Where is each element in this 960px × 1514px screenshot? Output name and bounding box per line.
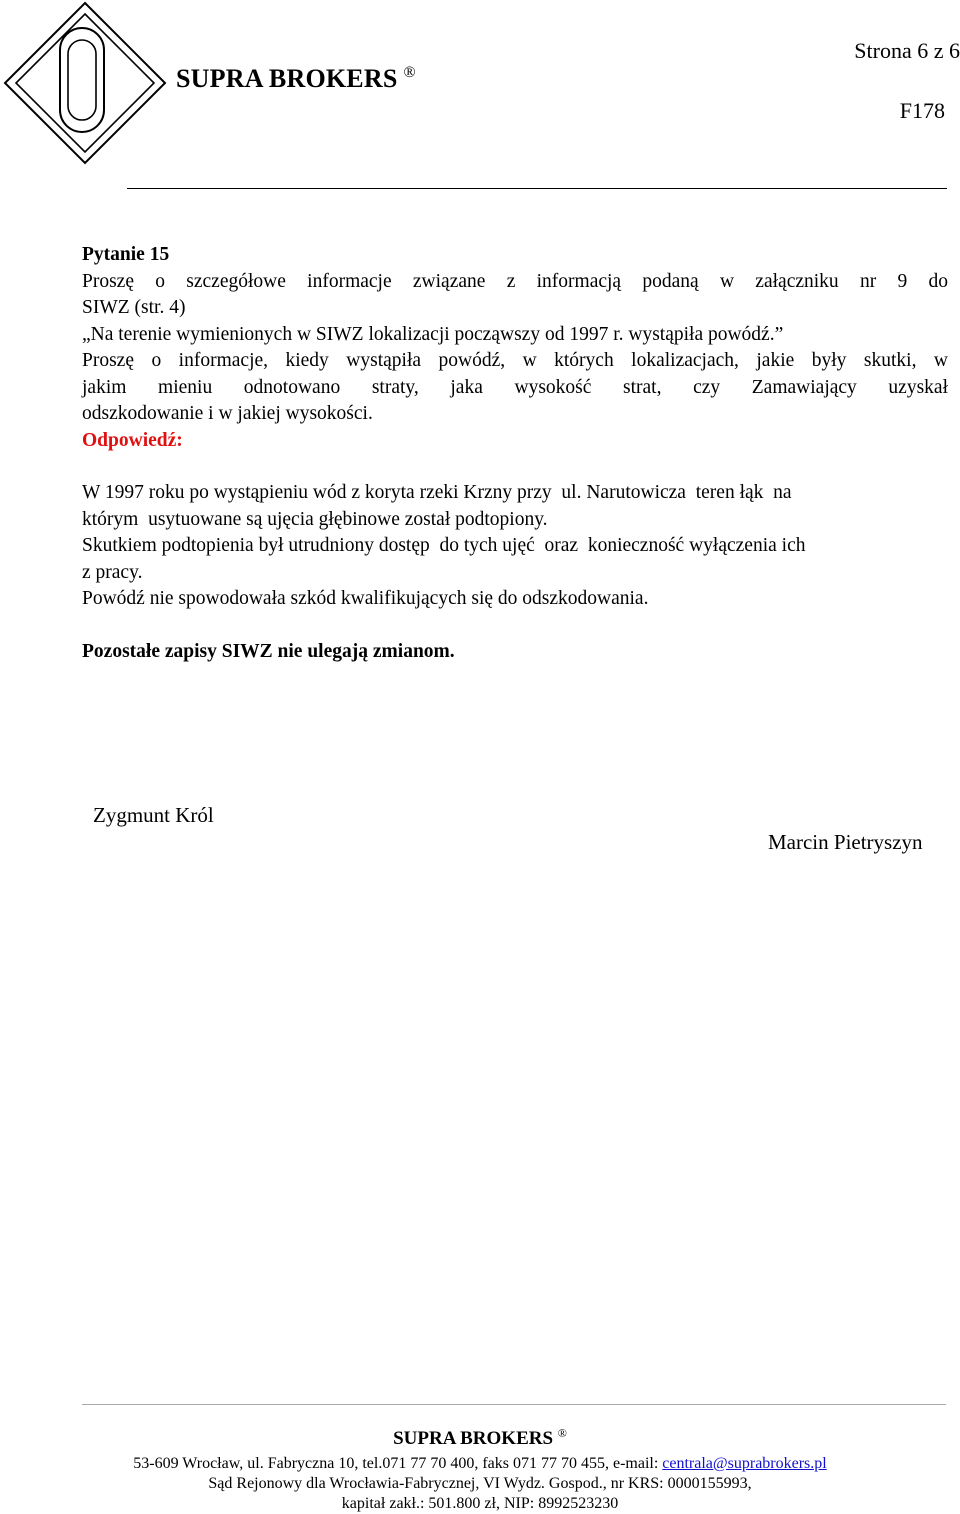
footer-capital: kapitał zakł.: 501.800 zł, NIP: 8992523230 — [341, 1495, 619, 1512]
footer-address: 53-609 Wrocław, ul. Fabryczna 10, tel.071 77 70 400, faks 071 77 70 455, e-mail: centrala@suprabrokers.pl — [133, 1455, 827, 1472]
footer-email-link[interactable]: centrala@suprabrokers.pl — [662, 1455, 827, 1472]
registered-mark: ® — [403, 64, 416, 81]
document-code: F178 — [899, 98, 945, 123]
answer-line: Skutkiem podtopienia był utrudniony dostęp do tych ujęć oraz konieczność wyłączenia ich — [82, 535, 806, 556]
answer-label: Odpowiedź: — [82, 429, 183, 451]
header-brand: SUPRA BROKERS ® — [176, 64, 416, 93]
signature-left: Zygmunt Król — [93, 803, 214, 827]
question-line: jakim mieniu odnotowano straty, jaka wysokość strat, czy Zamawiający uzyskał — [82, 376, 948, 398]
header-divider — [127, 188, 947, 189]
answer-line: którym usytuowane są ujęcia głębinowe został podtopiony. — [82, 508, 548, 530]
document-body — [82, 242, 948, 665]
question-line: Proszę o szczegółowe informacje związane z informacją podaną w załączniku nr 9 do — [82, 270, 948, 292]
question-line: odszkodowanie i w jakiej wysokości. — [82, 403, 373, 424]
question-line: Proszę o informacje, kiedy wystąpiła powódź, w których lokalizacjach, jakie były skutki, w — [82, 350, 948, 371]
footer — [0, 1418, 960, 1514]
footer-brand: SUPRA BROKERS ® — [393, 1426, 567, 1449]
supra-brokers-logo — [0, 0, 170, 170]
question-line: „Na terenie wymienionych w SIWZ lokalizacji począwszy od 1997 r. wystąpiła powódź.” — [82, 323, 784, 345]
footer-court: Sąd Rejonowy dla Wrocławia-Fabrycznej, VI Wydz. Gospod., nr KRS: 0000155993, — [208, 1475, 752, 1492]
answer-line: Powódź nie spowodowała szkód kwalifikujących się do odszkodowania. — [82, 588, 649, 609]
footer-divider — [82, 1404, 946, 1405]
question-line: SIWZ (str. 4) — [82, 297, 186, 318]
answer-line: W 1997 roku po wystąpieniu wód z koryta rzeki Krzny przy ul. Narutowicza teren łąk na — [82, 482, 792, 503]
question-title: Pytanie 15 — [82, 244, 170, 265]
page-number: Strona 6 z 6 — [854, 38, 960, 63]
closing-statement: Pozostałe zapisy SIWZ nie ulegają zmianom. — [82, 640, 455, 662]
answer-line: z pracy. — [82, 561, 143, 583]
signature-right: Marcin Pietryszyn — [768, 830, 923, 854]
